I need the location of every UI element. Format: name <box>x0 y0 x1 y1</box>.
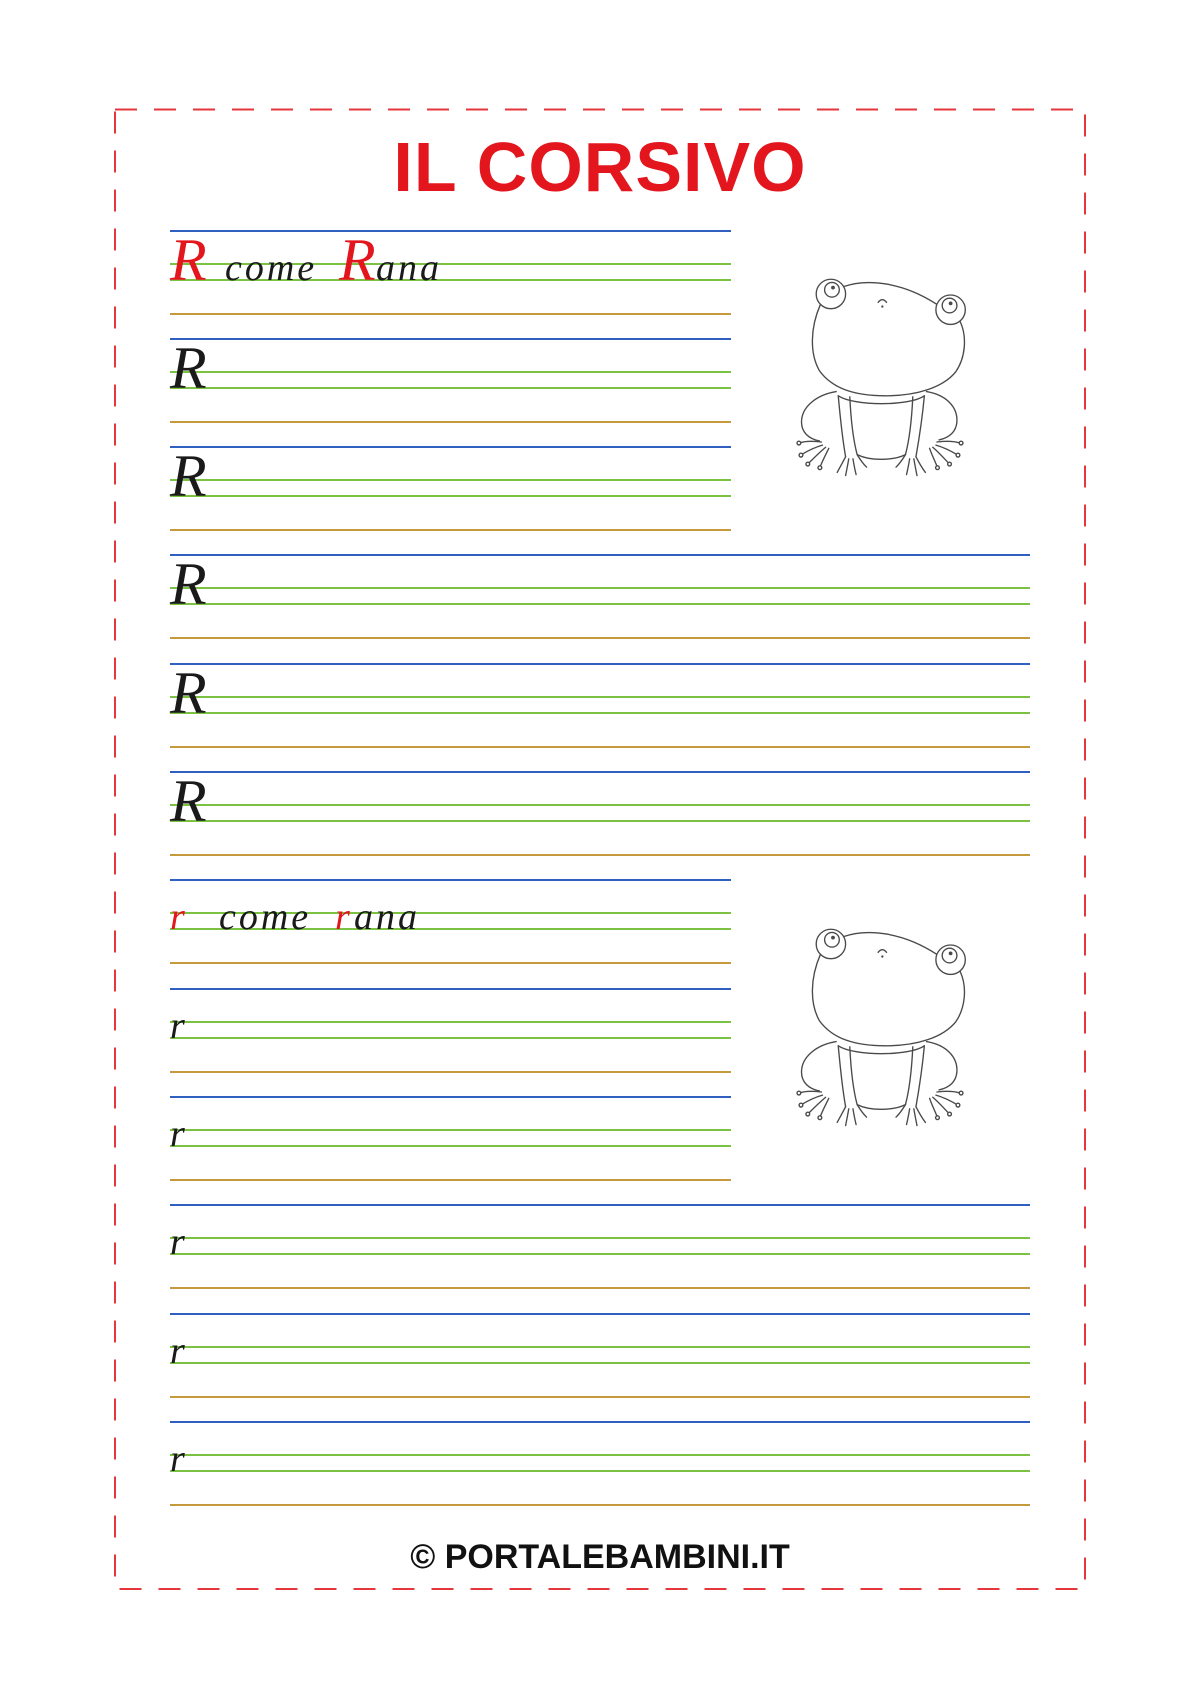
example-letter: R <box>170 227 207 293</box>
writing-row-lowercase <box>170 1421 1030 1507</box>
page-title: IL CORSIVO <box>393 128 807 206</box>
row-text <box>170 879 731 965</box>
example-letter: r <box>170 896 188 938</box>
row-text <box>170 227 731 316</box>
practice-letter: R <box>170 551 207 617</box>
writing-row-uppercase <box>170 768 1030 857</box>
example-connector: come <box>219 896 312 938</box>
frog-icon <box>796 274 975 484</box>
row-text <box>170 1421 1030 1507</box>
copyright-footer: © PORTALEBAMBINI.IT <box>410 1538 790 1576</box>
writing-row-uppercase <box>170 443 731 532</box>
practice-letter: r <box>170 1005 188 1047</box>
example-word-initial: r <box>335 896 353 938</box>
practice-letter: R <box>170 768 207 834</box>
row-text <box>170 1204 1030 1290</box>
row-text <box>170 443 731 532</box>
example-word-initial: R <box>339 227 376 293</box>
practice-letter: r <box>170 1113 188 1155</box>
example-word-rest: ana <box>354 896 420 938</box>
writing-row-lowercase <box>170 1204 1030 1290</box>
example-connector: come <box>225 247 318 289</box>
writing-row-uppercase <box>170 660 1030 749</box>
practice-letter: R <box>170 335 207 401</box>
frog-drawing <box>797 929 965 1125</box>
row-text <box>170 335 731 424</box>
writing-row-lowercase <box>170 1313 1030 1399</box>
practice-letter: R <box>170 660 207 726</box>
practice-letter: R <box>170 443 207 509</box>
writing-row-uppercase <box>170 551 1030 640</box>
writing-row-lowercase <box>170 988 731 1074</box>
writing-row-lowercase <box>170 1096 731 1182</box>
row-text <box>170 1096 731 1182</box>
row-text <box>170 988 731 1074</box>
writing-row-uppercase <box>170 335 731 424</box>
writing-row-uppercase-example <box>170 227 731 316</box>
practice-letter: r <box>170 1330 188 1372</box>
example-sentence <box>169 227 442 293</box>
row-text <box>170 551 1030 640</box>
practice-letter: r <box>170 1438 188 1480</box>
frog-icon <box>796 924 975 1134</box>
row-text <box>170 1313 1030 1399</box>
example-word-rest: ana <box>376 247 442 289</box>
practice-letter: r <box>170 1221 188 1263</box>
example-sentence <box>170 896 420 938</box>
frog-drawing <box>797 279 965 475</box>
row-text <box>170 768 1030 857</box>
writing-row-lowercase-example <box>170 879 731 965</box>
row-text <box>170 660 1030 749</box>
